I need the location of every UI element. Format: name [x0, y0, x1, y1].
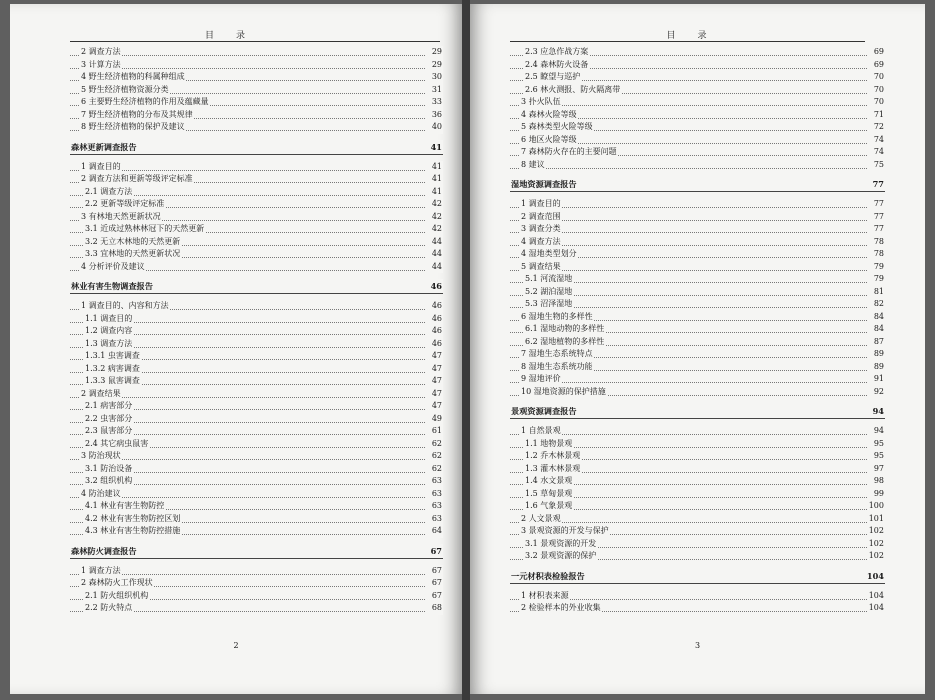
toc-entry-page: 84 — [873, 311, 885, 324]
toc-entry-title: 2.3 应急作战方案 — [524, 46, 589, 59]
toc-entry-page: 97 — [873, 463, 885, 476]
toc-entry-title: 4.2 林业有害生物防控区划 — [84, 513, 181, 526]
toc-entry-page: 46 — [431, 325, 443, 338]
toc-entry-title: 3.1 景观资源的开发 — [524, 538, 597, 551]
leader-dots — [510, 168, 867, 169]
toc-entry-page: 70 — [873, 71, 885, 84]
toc-entry-page: 81 — [873, 286, 885, 299]
toc-entry-page: 69 — [873, 46, 885, 59]
toc-entry-title: 景观资源调查报告 — [511, 406, 577, 416]
toc-entry — [510, 513, 885, 526]
toc-entry-page: 77 — [872, 179, 884, 189]
toc-entry-page: 30 — [431, 71, 443, 84]
toc-entry-title: 2 检验样本的外业收集 — [520, 602, 602, 615]
toc-entry — [510, 602, 885, 615]
toc-entry-title: 1.1 地物景观 — [524, 438, 573, 451]
toc-entry-title: 森林防火调查报告 — [71, 545, 137, 556]
toc-entry-page: 36 — [431, 109, 443, 122]
leader-dots — [70, 574, 425, 575]
toc-entry-title: 2.2 虫害部分 — [84, 413, 133, 426]
toc-entry-title: 10 湿地资源的保护措施 — [520, 386, 607, 399]
toc-entry-page: 62 — [431, 463, 443, 476]
toc-entry-page: 42 — [431, 198, 443, 211]
toc-entry-page: 79 — [873, 261, 885, 274]
toc-entry-page: 74 — [873, 146, 885, 159]
toc-entry — [510, 211, 885, 224]
toc-entry-title: 1.5 草甸景观 — [524, 488, 573, 501]
toc-entry-title: 4 防治建议 — [80, 488, 122, 501]
toc-entry-title: 7 湿地生态系统特点 — [520, 348, 594, 361]
toc-entry-title: 3.2 景观资源的保护 — [524, 550, 597, 563]
leader-dots — [510, 382, 867, 383]
toc-entry-title: 林业有害生物调查报告 — [71, 281, 153, 291]
toc-entry-title: 2 调查结果 — [80, 388, 122, 401]
leader-dots — [510, 207, 867, 208]
toc-entry — [70, 475, 443, 488]
leader-dots — [510, 434, 867, 435]
toc-entry-title: 3 防治现状 — [80, 450, 122, 463]
toc-entry-title: 3 有林地天然更新状况 — [80, 211, 162, 224]
toc-entry — [510, 500, 885, 513]
toc-entry-page: 104 — [866, 570, 884, 581]
toc-entry-title: 2.5 瞭望与巡护 — [524, 71, 581, 84]
toc-entry-page: 75 — [873, 159, 885, 172]
toc-entry-title: 2.1 防火组织机构 — [84, 590, 149, 603]
leader-dots — [70, 497, 425, 498]
toc-entry — [510, 46, 885, 59]
toc-entry — [70, 46, 443, 59]
leader-dots — [510, 270, 867, 271]
page-number: 2 — [233, 641, 239, 650]
toc-entry-title: 2.2 防火特点 — [84, 602, 133, 615]
toc-entry-title: 6.1 湿地动物的多样性 — [524, 323, 605, 336]
toc-entry — [70, 590, 443, 603]
toc-entry — [510, 550, 885, 563]
toc-entry — [510, 361, 885, 374]
toc-entry — [70, 96, 443, 109]
toc-entry-page: 61 — [431, 425, 443, 438]
toc-entry-page: 92 — [873, 386, 885, 399]
toc-entry-page: 41 — [431, 186, 443, 199]
toc-entry-title: 2 人文景观 — [520, 513, 562, 526]
toc-entry-page: 74 — [873, 134, 885, 147]
toc-entry-page: 102 — [868, 525, 885, 538]
toc-entry-page: 79 — [873, 273, 885, 286]
toc-entry — [510, 425, 885, 438]
toc-entry-title: 2 调查方法 — [80, 46, 122, 59]
toc-entry — [510, 525, 885, 538]
toc-entry-title: 2 森林防火工作现状 — [80, 577, 154, 590]
toc-entry — [70, 338, 443, 351]
toc-entry-page: 69 — [873, 59, 885, 72]
toc-entry-title: 7 森林防火存在的主要问题 — [520, 146, 618, 159]
toc-entry-title: 6 湿地生物的多样性 — [520, 311, 594, 324]
toc-entry-page: 46 — [431, 338, 443, 351]
toc-entry-page: 82 — [873, 298, 885, 311]
toc-entry-page: 102 — [868, 538, 885, 551]
toc-entry — [70, 463, 443, 476]
leader-dots — [510, 522, 867, 523]
toc-entry — [70, 450, 443, 463]
toc-entry-title: 1.4 水文景观 — [524, 475, 573, 488]
toc-entry — [70, 500, 443, 513]
toc-entry-title: 5.3 沼泽湿地 — [524, 298, 573, 311]
toc-entry-page: 94 — [873, 425, 885, 438]
toc-entry-page: 101 — [868, 513, 885, 526]
toc-entry — [70, 300, 443, 313]
toc-entry-page: 104 — [868, 602, 885, 615]
toc-entry — [70, 236, 443, 249]
toc-entry-title: 1 调查目的、内容和方法 — [80, 300, 170, 313]
toc-entry-page: 42 — [431, 211, 443, 224]
toc-entry-page: 63 — [431, 513, 443, 526]
toc-entry-page: 100 — [868, 500, 885, 513]
toc-section-heading — [70, 140, 443, 155]
toc-entry-page: 95 — [873, 450, 885, 463]
toc-entry-title: 7 野生经济植物的分布及其规律 — [80, 109, 194, 122]
toc-entry-title: 1.3 灌木林景观 — [524, 463, 581, 476]
toc-entry — [70, 438, 443, 451]
toc-entry — [70, 325, 443, 338]
toc-entry-page: 33 — [431, 96, 443, 109]
toc-entry-title: 6 主要野生经济植物的作用及蕴藏量 — [80, 96, 210, 109]
toc-entry — [510, 438, 885, 451]
toc-entry — [70, 400, 443, 413]
toc-entry — [70, 173, 443, 186]
toc-entry-title: 3 计算方法 — [80, 59, 122, 72]
toc-entry-page: 46 — [430, 281, 442, 291]
toc-entry — [510, 463, 885, 476]
toc-section-heading — [70, 279, 443, 294]
toc-entry-page: 41 — [430, 141, 442, 152]
toc-entry — [70, 525, 443, 538]
toc-entry-title: 3.2 组织机构 — [84, 475, 133, 488]
toc-entry — [70, 577, 443, 590]
toc-entry — [510, 71, 885, 84]
toc-entry-title: 6 地区火险等级 — [520, 134, 578, 147]
toc-entry-title: 1.2 乔木林景观 — [524, 450, 581, 463]
toc-entry-title: 4 分析评价及建议 — [80, 261, 146, 274]
toc-entry — [70, 223, 443, 236]
toc-entry — [510, 590, 885, 603]
toc-entry-page: 63 — [431, 475, 443, 488]
toc-entry-page: 99 — [873, 488, 885, 501]
toc-list — [70, 46, 443, 615]
leader-dots — [510, 105, 867, 106]
toc-entry-page: 67 — [431, 577, 443, 590]
toc-entry — [510, 121, 885, 134]
toc-entry-page: 41 — [431, 173, 443, 186]
toc-entry-title: 5.1 河流湿地 — [524, 273, 573, 286]
page-header: 目录 — [666, 31, 729, 41]
toc-entry-page: 72 — [873, 121, 885, 134]
left-page — [10, 4, 462, 694]
toc-entry-page: 44 — [431, 236, 443, 249]
toc-entry-page: 98 — [873, 475, 885, 488]
toc-entry — [510, 146, 885, 159]
toc-entry-page: 41 — [431, 161, 443, 174]
toc-entry — [510, 96, 885, 109]
toc-entry-title: 3.1 近成过熟林林冠下的天然更新 — [84, 223, 205, 236]
toc-entry-page: 62 — [431, 438, 443, 451]
toc-entry-title: 9 湿地评价 — [520, 373, 562, 386]
toc-entry-page: 49 — [431, 413, 443, 426]
leader-dots — [510, 232, 867, 233]
toc-entry — [510, 198, 885, 211]
toc-entry-title: 1.3.2 病害调查 — [84, 363, 141, 376]
toc-entry — [70, 513, 443, 526]
toc-entry-page: 40 — [431, 121, 443, 134]
toc-entry-page: 104 — [868, 590, 885, 603]
toc-entry — [510, 475, 885, 488]
toc-entry — [510, 261, 885, 274]
toc-entry-page: 77 — [873, 198, 885, 211]
toc-entry-title: 3.2 无立木林地的天然更新 — [84, 236, 181, 249]
toc-entry — [510, 311, 885, 324]
toc-entry-page: 63 — [431, 500, 443, 513]
toc-entry — [70, 84, 443, 97]
toc-entry-page: 62 — [431, 450, 443, 463]
toc-entry-title: 1 材积表来源 — [520, 590, 570, 603]
toc-entry-page: 77 — [873, 223, 885, 236]
toc-entry — [510, 538, 885, 551]
toc-entry-title: 1.2 调查内容 — [84, 325, 133, 338]
toc-entry-title: 8 湿地生态系统功能 — [520, 361, 594, 374]
toc-entry-page: 44 — [431, 261, 443, 274]
toc-section-heading — [510, 569, 885, 584]
toc-entry — [70, 211, 443, 224]
toc-entry-title: 2.6 林火测报、防火隔离带 — [524, 84, 621, 97]
header-rule — [70, 41, 440, 42]
toc-entry-title: 1 调查方法 — [80, 565, 122, 578]
toc-entry-page: 44 — [431, 248, 443, 261]
toc-entry-page: 77 — [873, 211, 885, 224]
toc-entry-page: 87 — [873, 336, 885, 349]
toc-entry-title: 4.3 林业有害生物防控措施 — [84, 525, 181, 538]
toc-entry-page: 47 — [431, 388, 443, 401]
toc-entry-page: 47 — [431, 400, 443, 413]
toc-entry-title: 3.3 宜林地的天然更新状况 — [84, 248, 181, 261]
leader-dots — [510, 245, 867, 246]
toc-entry — [510, 450, 885, 463]
toc-entry-title: 3 扑火队伍 — [520, 96, 562, 109]
toc-list — [510, 46, 885, 615]
toc-entry — [70, 109, 443, 122]
leader-dots — [70, 68, 425, 69]
toc-entry — [510, 109, 885, 122]
toc-entry-page: 63 — [431, 488, 443, 501]
toc-entry — [70, 313, 443, 326]
toc-entry-title: 2.4 森林防火设备 — [524, 59, 589, 72]
toc-entry — [510, 84, 885, 97]
toc-entry-title: 3 景观资源的开发与保护 — [520, 525, 610, 538]
toc-entry-title: 1 自然景观 — [520, 425, 562, 438]
toc-entry-page: 70 — [873, 84, 885, 97]
leader-dots — [70, 397, 425, 398]
toc-entry-page: 64 — [431, 525, 443, 538]
toc-entry-page: 47 — [431, 363, 443, 376]
toc-entry-title: 1.1 调查目的 — [84, 313, 133, 326]
toc-entry-page: 47 — [431, 375, 443, 388]
toc-entry — [510, 488, 885, 501]
toc-entry-title: 2 调查方法和更新等级评定标准 — [80, 173, 194, 186]
toc-entry-title: 5 野生经济植物资源分类 — [80, 84, 170, 97]
toc-entry — [510, 323, 885, 336]
toc-entry-page: 31 — [431, 84, 443, 97]
right-page — [470, 4, 925, 694]
toc-entry-title: 2.2 更新等级评定标准 — [84, 198, 165, 211]
toc-entry-page: 29 — [431, 59, 443, 72]
toc-entry-title: 1 调查目的 — [520, 198, 562, 211]
toc-entry-page: 94 — [872, 406, 884, 416]
toc-entry-page: 91 — [873, 373, 885, 386]
toc-entry-title: 2.1 调查方法 — [84, 186, 133, 199]
toc-section-heading — [510, 404, 885, 419]
toc-entry-title: 4 森林火险等级 — [520, 109, 578, 122]
toc-entry-page: 67 — [431, 565, 443, 578]
toc-entry-page: 89 — [873, 361, 885, 374]
toc-entry-title: 4.1 林业有害生物防控 — [84, 500, 165, 513]
toc-entry-title: 4 湿地类型划分 — [520, 248, 578, 261]
toc-entry-title: 5 森林类型火险等级 — [520, 121, 594, 134]
toc-entry-page: 42 — [431, 223, 443, 236]
toc-entry — [510, 298, 885, 311]
toc-entry-title: 6.2 湿地植物的多样性 — [524, 336, 605, 349]
toc-entry — [70, 388, 443, 401]
toc-section-heading — [510, 177, 885, 192]
toc-entry — [510, 59, 885, 72]
toc-entry-title: 8 建议 — [520, 159, 546, 172]
toc-entry-page: 84 — [873, 323, 885, 336]
toc-entry-page: 78 — [873, 236, 885, 249]
toc-section-heading — [70, 544, 443, 559]
toc-entry — [70, 425, 443, 438]
toc-entry-title: 1.3.3 鼠害调查 — [84, 375, 141, 388]
toc-entry — [70, 261, 443, 274]
toc-entry — [70, 350, 443, 363]
toc-entry — [510, 286, 885, 299]
toc-entry — [510, 248, 885, 261]
toc-entry — [510, 236, 885, 249]
toc-entry-title: 1 调查目的 — [80, 161, 122, 174]
toc-entry-page: 67 — [431, 590, 443, 603]
toc-entry-title: 一元材积表检验报告 — [511, 570, 585, 581]
toc-entry — [70, 488, 443, 501]
page-number: 3 — [694, 641, 701, 650]
book-gutter — [462, 0, 470, 700]
toc-entry-title: 3.1 防治设备 — [84, 463, 133, 476]
toc-entry-title: 2.3 鼠害部分 — [84, 425, 133, 438]
toc-entry-title: 森林更新调查报告 — [71, 141, 137, 152]
toc-entry-title: 1.3 调查方法 — [84, 338, 133, 351]
leader-dots — [70, 170, 425, 171]
toc-entry — [510, 273, 885, 286]
toc-entry — [70, 59, 443, 72]
toc-entry — [70, 198, 443, 211]
toc-entry-title: 1.6 气象景观 — [524, 500, 573, 513]
toc-entry-page: 102 — [868, 550, 885, 563]
header-rule — [510, 41, 865, 42]
toc-entry — [70, 602, 443, 615]
toc-entry-title: 2 调查范围 — [520, 211, 562, 224]
leader-dots — [70, 459, 425, 460]
toc-entry — [510, 134, 885, 147]
toc-entry — [510, 373, 885, 386]
toc-entry-title: 8 野生经济植物的保护及建议 — [80, 121, 186, 134]
toc-entry-title: 2.1 病害部分 — [84, 400, 133, 413]
toc-entry — [510, 386, 885, 399]
toc-entry-page: 70 — [873, 96, 885, 109]
toc-entry — [510, 159, 885, 172]
toc-entry-title: 3 调查分类 — [520, 223, 562, 236]
toc-entry-page: 47 — [431, 350, 443, 363]
toc-entry — [510, 336, 885, 349]
toc-entry-page: 46 — [431, 300, 443, 313]
toc-entry-page: 71 — [873, 109, 885, 122]
toc-entry-title: 1.3.1 虫害调查 — [84, 350, 141, 363]
toc-entry — [70, 413, 443, 426]
toc-entry-page: 68 — [431, 602, 443, 615]
toc-entry-title: 湿地资源调查报告 — [511, 179, 577, 189]
toc-entry-title: 2.4 其它病虫鼠害 — [84, 438, 149, 451]
toc-entry-page: 78 — [873, 248, 885, 261]
toc-entry — [70, 248, 443, 261]
leader-dots — [510, 220, 867, 221]
page-header: 目录 — [204, 31, 267, 41]
toc-entry — [70, 375, 443, 388]
toc-entry-title: 4 野生经济植物的科属种组成 — [80, 71, 186, 84]
toc-entry-title: 5.2 湖泊湿地 — [524, 286, 573, 299]
toc-entry — [70, 186, 443, 199]
toc-entry — [70, 161, 443, 174]
toc-entry — [70, 363, 443, 376]
toc-entry — [70, 565, 443, 578]
toc-entry-title: 5 调查结果 — [520, 261, 562, 274]
leader-dots — [70, 55, 425, 56]
toc-entry-page: 89 — [873, 348, 885, 361]
toc-entry-page: 67 — [430, 545, 442, 556]
toc-entry-page: 95 — [873, 438, 885, 451]
toc-entry — [510, 223, 885, 236]
toc-entry — [70, 71, 443, 84]
toc-entry-title: 4 调查方法 — [520, 236, 562, 249]
toc-entry — [70, 121, 443, 134]
toc-entry — [510, 348, 885, 361]
toc-entry-page: 46 — [431, 313, 443, 326]
toc-entry-page: 29 — [431, 46, 443, 59]
